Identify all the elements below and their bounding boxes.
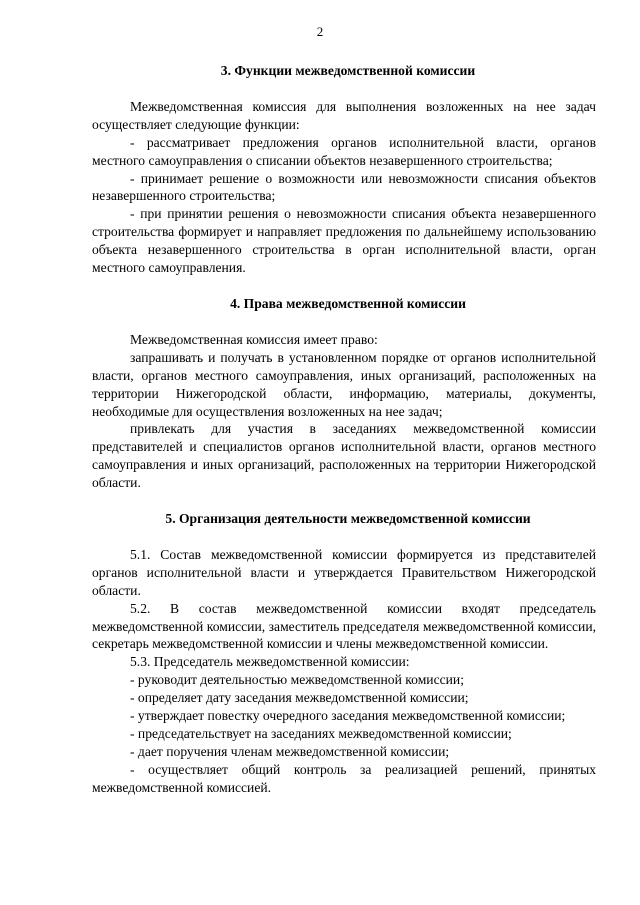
page-number: 2 <box>316 24 324 39</box>
section-functions <box>92 62 596 277</box>
list-item: - председательствует на заседаниях межведомственной комиссии; <box>130 726 512 741</box>
list-item: запрашивать и получать в установленном порядке от органов исполнительной власти, органов местного самоуправления, иных организаций, расположенных на территории Нижегородской области, информацию, материалы, документы, необходимые для осуществления возложенных на нее задач; <box>92 349 596 419</box>
list-item: - дает поручения членам межведомственной комиссии; <box>130 743 450 759</box>
list-item: - осуществляет общий контроль за реализацией решений, принятых межведомственной комиссией. <box>92 761 596 795</box>
document-body <box>92 62 596 797</box>
paragraph: Межведомственная комиссия имеет право: <box>130 331 378 347</box>
section-title: 4. Права межведомственной комиссии <box>230 295 466 311</box>
list-item: - при принятии решения о невозможности списания объекта незавершенного строительства формирует и направляет предложения по дальнейшему использованию объекта незавершенного строительства в орган исполнительной власти, орган местного самоуправления. <box>92 206 596 276</box>
list-item: - утверждает повестку очередного заседания межведомственной комиссии; <box>130 708 566 724</box>
paragraph: 5.1. Состав межведомственной комиссии формируется из представителей органов исполнительной власти и утверждается Правительством Нижегородской области. <box>92 546 596 598</box>
paragraph: 5.3. Председатель межведомственной комиссии: <box>130 654 410 670</box>
section-organization <box>92 510 596 797</box>
section-rights <box>92 295 596 492</box>
section-title: 3. Функции межведомственной комиссии <box>220 63 476 78</box>
list-item: привлекать для участия в заседаниях межведомственной комиссии представителей и специалистов органов исполнительной власти, органов местного самоуправления и иных организаций, расположенных на территории Нижегородской области. <box>92 421 596 491</box>
list-item: - принимает решение о возможности или невозможности списания объектов незавершенного строительства; <box>92 170 596 204</box>
list-item: - определяет дату заседания межведомственной комиссии; <box>130 690 469 706</box>
paragraph: Межведомственная комиссия для выполнения возложенных на нее задач осуществляет следующие функции: <box>92 98 596 132</box>
list-item: - руководит деятельностью межведомственной комиссии; <box>130 672 464 688</box>
list-item: - рассматривает предложения органов исполнительной власти, органов местного самоуправления о списании объектов незавершенного строительства; <box>92 134 596 168</box>
section-title: 5. Организация деятельности межведомственной комиссии <box>165 511 531 527</box>
paragraph: 5.2. В состав межведомственной комиссии входят председатель межведомственной комиссии, заместитель председателя межведомственной комиссии, секретарь межведомственной комиссии и члены межведомственной комиссии. <box>92 600 596 652</box>
